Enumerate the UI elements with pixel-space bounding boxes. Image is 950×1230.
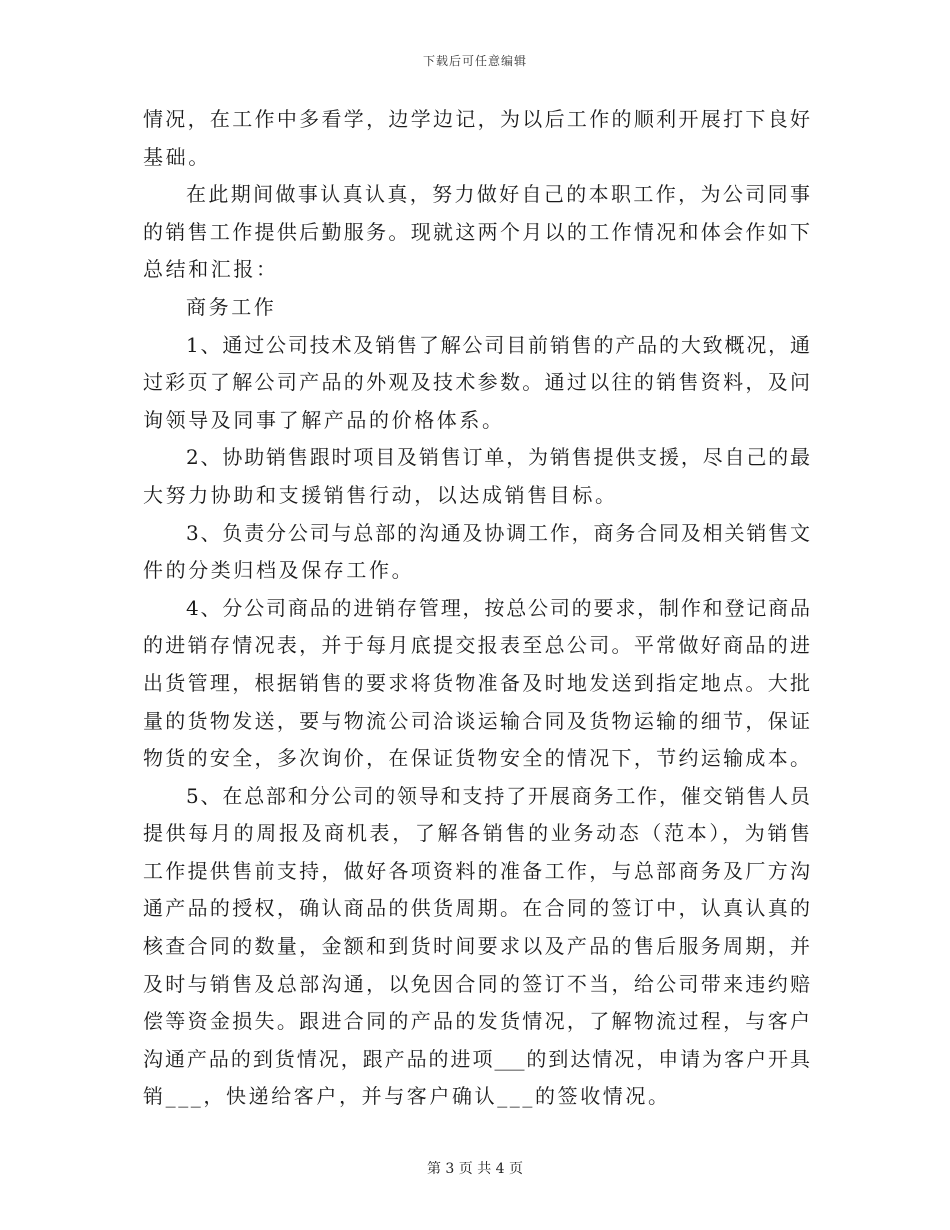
text-line: 基础。: [143, 144, 211, 169]
text-line: 1、通过公司技术及销售了解公司目前销售的产品的大致概况，通: [186, 332, 810, 357]
text-line: 物货的安全，多次询价，在保证货物安全的情况下，节约运输成本。: [143, 746, 810, 771]
text-line: 询领导及同事了解产品的价格体系。: [143, 407, 505, 432]
text-line: 件的分类归档及保存工作。: [143, 558, 415, 583]
text-line: 3、负责分公司与总部的沟通及协调工作，商务合同及相关销售文: [186, 520, 810, 545]
text-line: 工作提供售前支持，做好各项资料的准备工作，与总部商务及厂方沟: [143, 858, 810, 883]
text-line: 商务工作: [186, 294, 277, 319]
text-line: 偿等资金损失。跟进合同的产品的发货情况，了解物流过程，与客户: [143, 1009, 810, 1034]
text-line: 总结和汇报：: [143, 257, 279, 282]
page-footer: 第 3 页 共 4 页: [426, 1161, 524, 1177]
text-line: 提供每月的周报及商机表，了解各销售的业务动态（范本），为销售: [143, 821, 810, 846]
text-line: 在此期间做事认真认真，努力做好自己的本职工作，为公司同事: [186, 182, 810, 207]
text-line: 核查合同的数量，金额和到货时间要求以及产品的售后服务周期，并: [143, 934, 810, 959]
text-line: 量的货物发送，要与物流公司洽谈运输合同及货物运输的细节，保证: [143, 708, 810, 733]
text-line: 通产品的授权，确认商品的供货周期。在合同的签订中，认真认真的: [143, 896, 810, 921]
text-line: 的销售工作提供后勤服务。现就这两个月以的工作情况和体会作如下: [143, 219, 810, 244]
text-line: 的进销存情况表，并于每月底提交报表至总公司。平常做好商品的进: [143, 633, 810, 658]
text-line: 沟通产品的到货情况，跟产品的进项___的到达情况，申请为客户开具: [143, 1046, 810, 1071]
document-body: [143, 101, 810, 1116]
text-line: 5、在总部和分公司的领导和支持了开展商务工作，催交销售人员: [186, 783, 810, 808]
text-line: 2、协助销售跟时项目及销售订单，为销售提供支援，尽自己的最: [186, 445, 810, 470]
page-header: 下载后可任意编辑: [422, 54, 527, 68]
text-line: 情况，在工作中多看学，边学边记，为以后工作的顺利开展打下良好: [143, 107, 810, 131]
text-line: 4、分公司商品的进销存管理，按总公司的要求，制作和登记商品: [186, 595, 810, 620]
text-line: 过彩页了解公司产品的外观及技术参数。通过以往的销售资料，及问: [143, 370, 810, 395]
text-line: 大努力协助和支援销售行动，以达成销售目标。: [143, 482, 618, 507]
text-line: 及时与销售及总部沟通，以免因合同的签订不当，给公司带来违约赔: [143, 971, 810, 996]
text-line: 销___，快递给客户，并与客户确认___的签收情况。: [143, 1084, 671, 1109]
text-line: 出货管理，根据销售的要求将货物准备及时地发送到指定地点。大批: [143, 670, 810, 695]
